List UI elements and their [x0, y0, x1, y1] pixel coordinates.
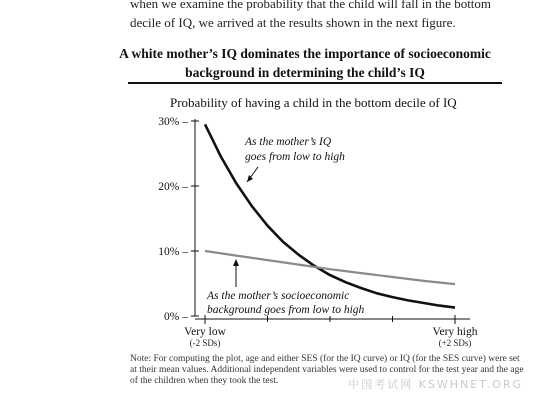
y-tick-label: 30% – [158, 116, 188, 128]
y-tick-label: 0% – [164, 311, 188, 323]
x-tick-sublabel: (-2 SDs) [189, 338, 221, 348]
annotation-iq-text: As the mother’s IQ [245, 136, 332, 148]
figure-note: Note: For computing the plot, age and either SES (for the IQ curve) or IQ (for the SES curve) were set at their mean values. Additional independent variables were used to control for the test year and the age of the children when they took the test. [130, 354, 524, 386]
chart-title: Probability of having a child in the bottom decile of IQ [170, 95, 457, 110]
intro-paragraph: when we examine the probability that the child will fall in the bottom decile of IQ, we arrived at the results shown in the next figure. [130, 0, 492, 30]
annotation-ses-arrowhead [233, 259, 239, 266]
series-line-ses [205, 251, 455, 284]
y-tick-label: 20% – [158, 181, 188, 193]
x-tick-label: Very high [432, 326, 478, 338]
annotation-iq-arrowhead [247, 175, 253, 182]
annotation-iq-text: goes from low to high [245, 151, 345, 163]
annotation-ses-text: As the mother’s socioeconomic [207, 290, 350, 302]
y-tick-label: 10% – [158, 246, 188, 258]
watermark: 中国考试网 KSWHNET.ORG [348, 378, 523, 391]
x-tick-sublabel: (+2 SDs) [438, 338, 472, 348]
annotation-ses-text: background goes from low to high [207, 304, 365, 316]
x-tick-label: Very low [184, 326, 226, 338]
figure-title: A white mother’s IQ dominates the importance of socioeconomic background in determining the child’s IQ [119, 46, 491, 80]
